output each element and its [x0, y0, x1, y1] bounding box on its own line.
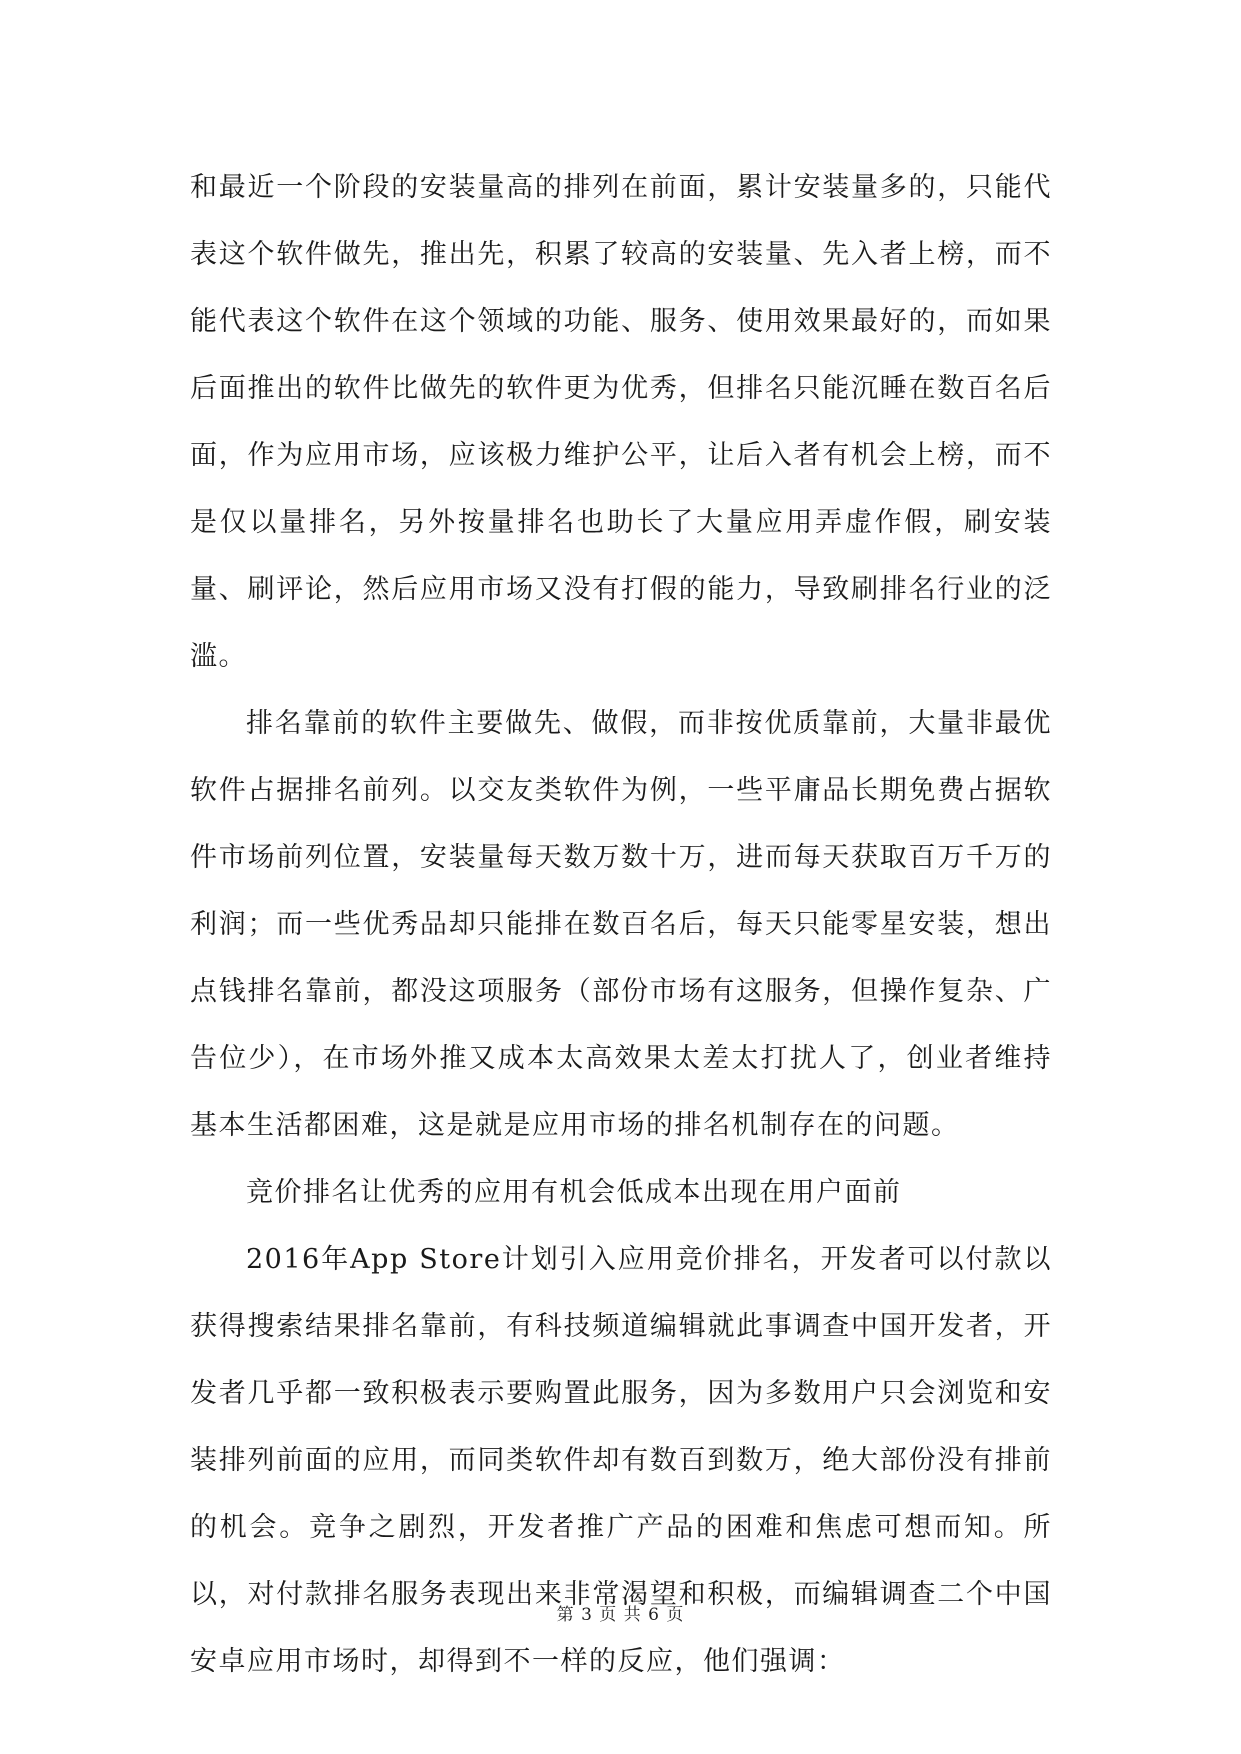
- section-heading: 竞价排名让优秀的应用有机会低成本出现在用户面前: [246, 1177, 902, 1208]
- page-number-footer: 第 3 页 共 6 页: [556, 1605, 685, 1625]
- paragraph-2: 排名靠前的软件主要做先、做假，而非按优质靠前，大量非最优软件占据排名前列。以交友类软件为例，一些平庸品长期免费占据软件市场前列位置，安装量每天数万数十万，进而每天获取百万千万的利润；而一些优秀品却只能排在数百名后，每天只能零星安装，想出点钱排名靠前，都没这项服务（部份市场有这服务，但操作复杂、广告位少），在市场外推又成本太高效果太差太打扰人了，创业者维持基本生活都困难，这是就是应用市场的排名机制存在的问题。: [190, 708, 1052, 1141]
- paragraph-1: 和最近一个阶段的安装量高的排列在前面，累计安装量多的，只能代表这个软件做先，推出先，积累了较高的安装量、先入者上榜，而不能代表这个软件在这个领域的功能、服务、使用效果最好的，而如果后面推出的软件比做先的软件更为优秀，但排名只能沉睡在数百名后面，作为应用市场，应该极力维护公平，让后入者有机会上榜，而不是仅以量排名，另外按量排名也助长了大量应用弄虚作假，刷安装量、刷评论，然后应用市场又没有打假的能力，导致刷排名行业的泛滥。: [190, 172, 1052, 672]
- document-body: [190, 154, 1052, 1695]
- paragraph-3: 2016年App Store计划引入应用竞价排名，开发者可以付款以获得搜索结果排名靠前，有科技频道编辑就此事调查中国开发者，开发者几乎都一致积极表示要购置此服务，因为多数用户只会浏览和安装排列前面的应用，而同类软件却有数百到数万，绝大部份没有排前的机会。竞争之剧烈，开发者推广产品的困难和焦虑可想而知。所以，对付款排名服务表现出来非常渴望和积极，而编辑调查二个中国安卓应用市场时，却得到不一样的反应，他们强调：: [190, 1244, 1052, 1677]
